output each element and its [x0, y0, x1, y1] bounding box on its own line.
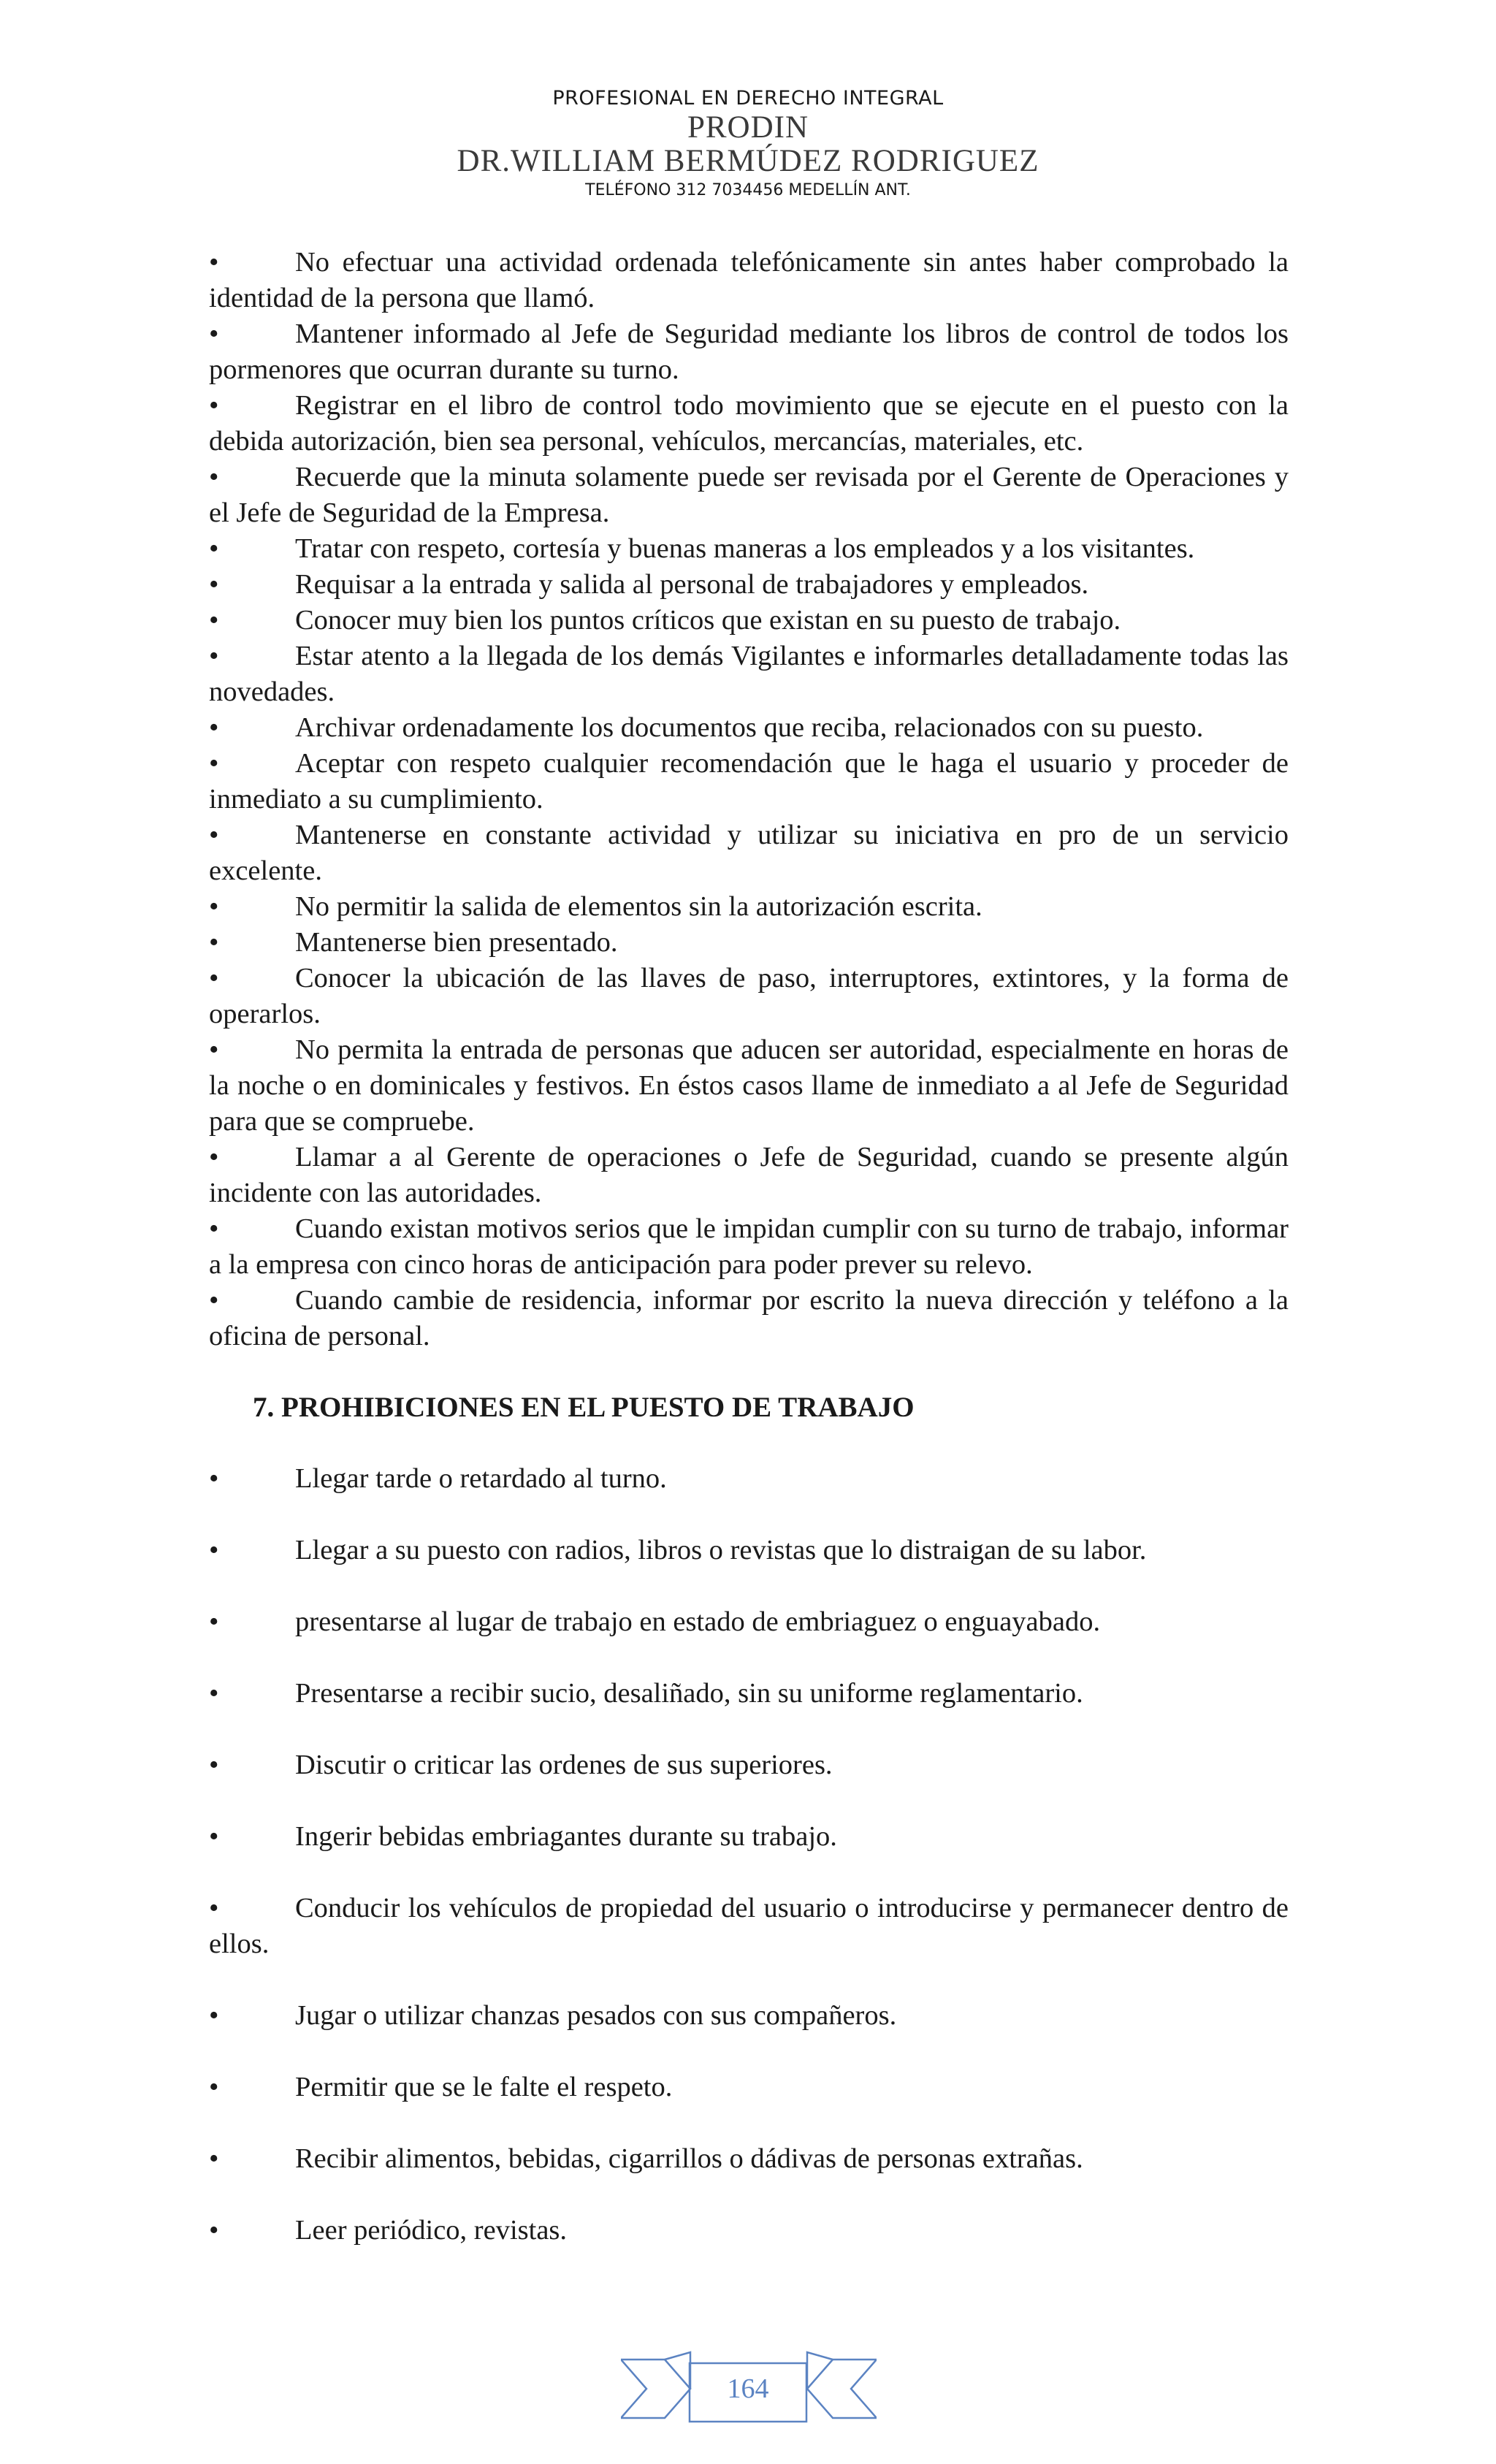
header-brand: PRODIN: [687, 110, 809, 145]
list-item: [209, 1604, 1289, 1640]
list-item: [209, 1533, 1289, 1568]
bullet-icon: •: [209, 820, 219, 850]
list-item: [209, 1211, 1289, 1283]
bullet-icon: •: [209, 2000, 219, 2031]
list-item-text: Presentarse a recibir sucio, desaliñado, sin su uniforme reglamentario.: [295, 1678, 1083, 1709]
bullet-icon: •: [209, 927, 219, 958]
duties-list: [209, 245, 1289, 1354]
list-item-text: Permitir que se le falte el respeto.: [295, 2072, 673, 2102]
list-item: [209, 889, 1289, 925]
list-item-text: Requisar a la entrada y salida al personal de trabajadores y empleados.: [295, 569, 1089, 600]
bullet-icon: •: [209, 963, 219, 993]
bullet-icon: •: [209, 891, 219, 922]
bullet-icon: •: [209, 2072, 219, 2102]
list-item-text: Jugar o utilizar chanzas pesados con sus compañeros.: [295, 2000, 897, 2031]
bullet-icon: •: [209, 1606, 219, 1637]
list-item: [209, 245, 1289, 316]
header-phone: TELÉFONO 312 7034456 MEDELLÍN ANT.: [585, 181, 911, 199]
list-item: [209, 1461, 1289, 1497]
bullet-icon: •: [209, 247, 219, 278]
bullet-icon: •: [209, 1285, 219, 1316]
list-item-text: Recibir alimentos, bebidas, cigarrillos o dádivas de personas extrañas.: [295, 2143, 1083, 2174]
bullet-icon: •: [209, 1142, 219, 1172]
list-item: [209, 1676, 1289, 1712]
list-item-text: presentarse al lugar de trabajo en estado de embriaguez o enguayabado.: [295, 1606, 1101, 1637]
bullet-icon: •: [209, 1678, 219, 1709]
bullet-icon: •: [209, 569, 219, 600]
list-item-text: Llegar a su puesto con radios, libros o revistas que lo distraigan de su labor.: [295, 1535, 1147, 1565]
list-item: [209, 459, 1289, 531]
list-item: [209, 1747, 1289, 1783]
header-author: DR.WILLIAM BERMÚDEZ RODRIGUEZ: [457, 144, 1039, 178]
list-item: [209, 388, 1289, 459]
bullet-icon: •: [209, 1535, 219, 1565]
list-item: [209, 1891, 1289, 1962]
header-profession: PROFESIONAL EN DERECHO INTEGRAL: [552, 87, 944, 110]
page-footer: [0, 2349, 1496, 2429]
list-item-text: Conocer la ubicación de las llaves de paso, interruptores, extintores, y la forma de operarlos.: [209, 963, 1289, 1029]
bullet-icon: •: [209, 1893, 219, 1923]
bullet-icon: •: [209, 390, 219, 421]
list-item: [209, 817, 1289, 889]
list-item-text: Conducir los vehículos de propiedad del usuario o introducirse y permanecer dentro de ellos.: [209, 1893, 1289, 1959]
list-item: [209, 567, 1289, 603]
list-item-text: Tratar con respeto, cortesía y buenas maneras a los empleados y a los visitantes.: [295, 533, 1195, 564]
list-item-text: Recuerde que la minuta solamente puede ser revisada por el Gerente de Operaciones y el Jefe de Seguridad de la Empresa.: [209, 462, 1289, 528]
bullet-icon: •: [209, 1821, 219, 1852]
bullet-icon: •: [209, 319, 219, 349]
list-item: [209, 2141, 1289, 2177]
list-item-text: Mantener informado al Jefe de Seguridad mediante los libros de control de todos los pormenores que ocurran durante su turno.: [209, 319, 1289, 385]
list-item-text: Mantenerse bien presentado.: [295, 927, 618, 958]
list-item-text: Aceptar con respeto cualquier recomendación que le haga el usuario y proceder de inmediato a su cumplimiento.: [209, 748, 1289, 815]
list-item-text: Archivar ordenadamente los documentos que reciba, relacionados con su puesto.: [295, 712, 1204, 743]
list-item-text: Discutir o criticar las ordenes de sus superiores.: [295, 1750, 833, 1780]
list-item-text: No permita la entrada de personas que aducen ser autoridad, especialmente en horas de la noche o en dominicales y festivos. En éstos casos llame de inmediato a al Jefe de Seguridad para que se compruebe.: [209, 1034, 1289, 1137]
list-item: [209, 961, 1289, 1032]
list-item: [209, 603, 1289, 638]
list-item: [209, 1140, 1289, 1211]
bullet-icon: •: [209, 462, 219, 492]
list-item-text: No permitir la salida de elementos sin la autorización escrita.: [295, 891, 982, 922]
list-item-text: Conocer muy bien los puntos críticos que existan en su puesto de trabajo.: [295, 605, 1121, 636]
bullet-icon: •: [209, 712, 219, 743]
list-item: [209, 531, 1289, 567]
list-item: [209, 1819, 1289, 1855]
list-item: [209, 925, 1289, 961]
list-item: [209, 746, 1289, 817]
prohibitions-list: [209, 1461, 1289, 2249]
list-item: [209, 2213, 1289, 2249]
list-item-text: Cuando cambie de residencia, informar por escrito la nueva dirección y teléfono a la oficina de personal.: [209, 1285, 1289, 1351]
list-item-text: Llamar a al Gerente de operaciones o Jefe de Seguridad, cuando se presente algún incidente con las autoridades.: [209, 1142, 1289, 1208]
bullet-icon: •: [209, 748, 219, 779]
page-number: 164: [727, 2373, 769, 2404]
list-item-text: No efectuar una actividad ordenada telefónicamente sin antes haber comprobado la identidad de la persona que llamó.: [209, 247, 1289, 313]
list-item: [209, 2070, 1289, 2105]
bullet-icon: •: [209, 605, 219, 636]
list-item: [209, 1998, 1289, 2034]
list-item: [209, 638, 1289, 710]
bullet-icon: •: [209, 1463, 219, 1494]
list-item-text: Mantenerse en constante actividad y utilizar su iniciativa en pro de un servicio excelente.: [209, 820, 1289, 886]
list-item-text: Llegar tarde o retardado al turno.: [295, 1463, 667, 1494]
document-body: [209, 245, 1289, 2284]
bullet-icon: •: [209, 533, 219, 564]
list-item-text: Ingerir bebidas embriagantes durante su trabajo.: [295, 1821, 837, 1852]
bullet-icon: •: [209, 641, 219, 671]
bullet-icon: •: [209, 1213, 219, 1244]
list-item: [209, 1032, 1289, 1140]
list-item-text: Estar atento a la llegada de los demás Vigilantes e informarles detalladamente todas las novedades.: [209, 641, 1289, 707]
list-item: [209, 1283, 1289, 1354]
section-title-prohibitions: 7. PROHIBICIONES EN EL PUESTO DE TRABAJO: [253, 1392, 915, 1423]
list-item: [209, 710, 1289, 746]
page-header: [0, 86, 1496, 203]
list-item-text: Registrar en el libro de control todo movimiento que se ejecute en el puesto con la debida autorización, bien sea personal, vehículos, mercancías, materiales, etc.: [209, 390, 1289, 457]
bullet-icon: •: [209, 1750, 219, 1780]
list-item: [209, 316, 1289, 388]
list-item-text: Leer periódico, revistas.: [295, 2215, 568, 2246]
bullet-icon: •: [209, 2143, 219, 2174]
bullet-icon: •: [209, 2215, 219, 2246]
list-item-text: Cuando existan motivos serios que le impidan cumplir con su turno de trabajo, informar a la empresa con cinco horas de anticipación para poder prever su relevo.: [209, 1213, 1289, 1280]
bullet-icon: •: [209, 1034, 219, 1065]
